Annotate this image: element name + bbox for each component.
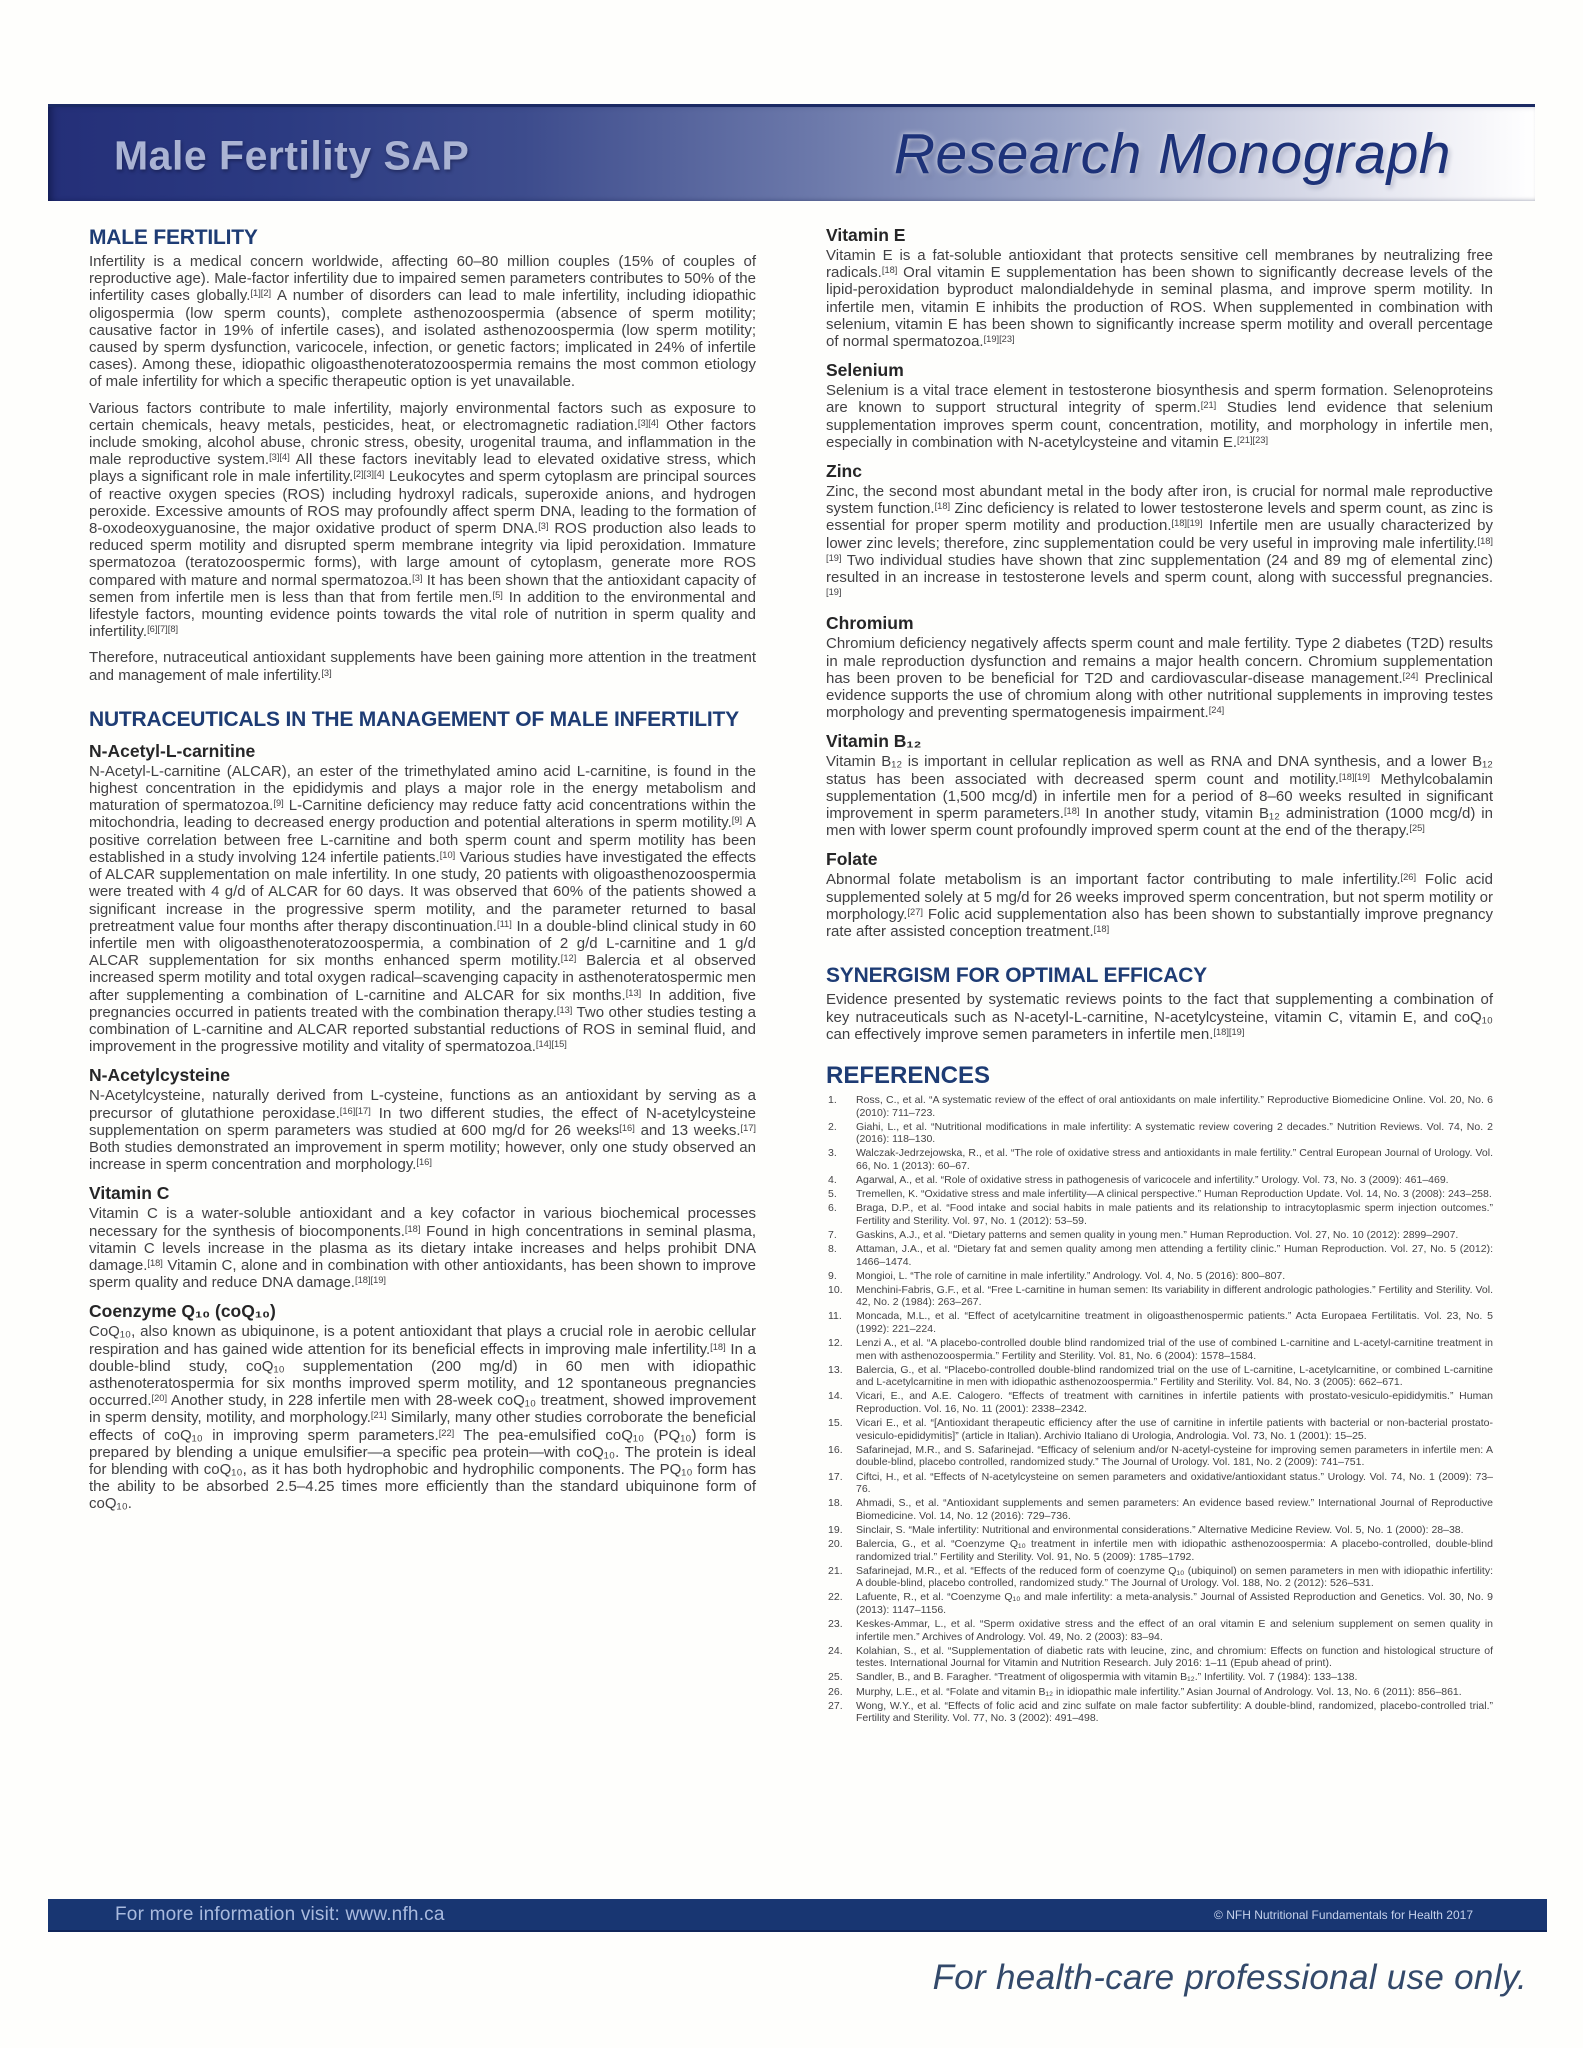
subsection-title-vitamin-e: Vitamin E (826, 225, 906, 245)
subsection-title-folate: Folate (826, 849, 878, 870)
paragraph: Chromium deficiency negatively affects sperm count and male fertility. Type 2 diabetes (T2D) results in male reproduction dysfunction and remains a major health concern. Chromium supplementation has been proven to be beneficial for T2D and cardiovascular-disease management.[24] Preclinical evidence supports the use of chromium along with other nutritional supplements in improving testes morphology and preventing spermatogenesis impairment.[24] (826, 635, 1494, 722)
paragraph: Zinc, the second most abundant metal in the body after iron, is crucial for normal male reproductive system function.[18] Zinc deficiency is related to lower testosterone levels and sperm count, as zinc is essential for proper sperm motility and production.[18][19] Infertile men are usually characterized by lower zinc levels; therefore, zinc supplementation could be very useful in improving male infertility.[18][19] Two individual studies have shown that zinc supplementation (24 and 89 mg of elemental zinc) resulted in an increase in testosterone levels and sperm count, along with successful pregnancies.[19] (826, 483, 1493, 598)
reference-item: Vicari, E., and A.E. Calogero. “Effects of treatment with carnitines in infertile patients with prostato-vesiculo-epididymitis.” Human Reproduction. Vol. 16, No. 11 (2001): 2338–2342. (856, 1390, 1493, 1416)
reference-item: Balercia, G., et al. “Coenzyme Q₁₀ treatment in infertile men with idiopathic asthenozoospermia: A placebo-controlled, double-blind randomized trial.” Fertility and Sterility. Vol. 91, No. 5 (2009): 1785–1792. (856, 1538, 1493, 1563)
tagline: For health-care professional use only. (932, 1958, 1527, 1997)
footer-band (48, 1899, 1547, 1932)
reference-item: Keskes-Ammar, L., et al. “Sperm oxidative stress and the effect of an oral vitamin E and selenium supplement on semen quality in infertile men.” Archives of Andrology. Vol. 49, No. 2 (2003): 83–94. (856, 1618, 1493, 1643)
subsection-title-zinc: Zinc (826, 461, 862, 482)
right-column (826, 226, 1493, 1726)
paragraph: N-Acetyl-L-carnitine (ALCAR), an ester of the trimethylated amino acid L-carnitine, is found in the highest concentration in the epididymis and plays a major role in the energy metabolism and maturation of spermatozoa.[9] L-Carnitine deficiency may reduce fatty acid concentrations within the mitochondria, leading to decreased energy production and potential alterations in sperm motility.[9] A positive correlation between free L-carnitine and both sperm count and sperm motility has been established in a study involving 124 infertile patients.[10] Various studies have investigated the effects of ALCAR supplementation on male infertility. In one study, 20 patients with oligoasthenozoospermia were treated with 4 g/d of ALCAR for 60 days. It was observed that 60% of the patients showed a significant increase in the progressive sperm motility, and the parameter returned to basal pretreatment value four months after therapy discontinuation.[11] In a double-blind clinical study in 60 infertile men with oligoasthenoteratozoospermia, a combination of 2 g/d L-carnitine and 1 g/d ALCAR supplementation for six months enhanced sperm motility.[12] Balercia et al observed increased sperm motility and total oxygen radical–scavenging capacity in asthenoteratospermic men after supplementing a combination of L-carnitine and ALCAR for six months.[13] In addition, five pregnancies occurred in patients treated with the combination therapy.[13] Two other studies testing a combination of L-carnitine and ALCAR reported substantial reductions of ROS in seminal fluid, and improvement in the progressive motility and vitality of spermatozoa.[14][15] (89, 762, 757, 1056)
reference-item: Vicari E., et al. “[Antioxidant therapeutic efficiency after the use of carnitine in infertile patients with bacterial or non-bacterial prostato-vesiculo-epididymitis]” (article in Italian). Archivio Italiano di Urologia, Andrologia. Vol. 73, No. 1 (2001): 15–25. (856, 1417, 1493, 1442)
reference-item: Balercia, G., et al. “Placebo-controlled double-blind randomized trial on the use of L-carnitine, L-acetylcarnitine, or combined L-carnitine and L-acetylcarnitine in men with idiopathic asthenozoospermia.” Fertility and Sterility. Vol. 84, No. 3 (2005): 662–671. (856, 1363, 1493, 1389)
footer-info-url: For more information visit: www.nfh.ca (115, 1903, 445, 1925)
reference-item: Safarinejad, M.R., et al. “Effects of the reduced form of coenzyme Q₁₀ (ubiquinol) on semen parameters in men with idiopathic infertility: A double-blind, placebo controlled, randomized study.” The Journal of Urology. Vol. 188, No. 2 (2012): 526–531. (856, 1564, 1493, 1590)
reference-item: Mongioi, L. “The role of carnitine in male infertility.” Andrology. Vol. 4, No. 5 (2016): 800–807. (856, 1269, 1286, 1282)
reference-item: Attaman, J.A., et al. “Dietary fat and semen quality among men attending a fertility clinic.” Human Reproduction. Vol. 27, No. 5 (2012): 1466–1474. (856, 1242, 1493, 1268)
doc-type-title: Research Monograph (893, 122, 1451, 186)
product-title: Male Fertility SAP (114, 132, 470, 179)
paragraph: Abnormal folate metabolism is an important factor contributing to male infertility.[26] Folic acid supplemented solely at 5 mg/d for 26 weeks improved sperm concentration, but not sperm motility or morphology.[27] Folic acid supplementation also has been shown to substantially improve pregnancy rate after assisted conception treatment.[18] (826, 871, 1493, 941)
reference-item: Agarwal, A., et al. “Role of oxidative stress in pathogenesis of varicocele and infertility.” Urology. Vol. 73, No. 3 (2009): 461–469. (856, 1173, 1449, 1186)
subsection-title-chromium: Chromium (826, 613, 914, 634)
reference-item: Moncada, M.L., et al. “Effect of acetylcarnitine treatment in oligoasthenospermic patients.” Acta Europaea Fertilitatis. Vol. 23, No. 5 (1992): 221–224. (856, 1310, 1493, 1335)
reference-item: Tremellen, K. “Oxidative stress and male infertility—A clinical perspective.” Human Reproduction Update. Vol. 14, No. 3 (2008): 243–258. (856, 1188, 1492, 1201)
section-heading-references: REFERENCES (826, 1061, 991, 1089)
reference-item: Murphy, L.E., et al. “Folate and vitamin B₁₂ in idiopathic male infertility.” Asian Journal of Andrology. Vol. 13, No. 6 (2011): 856–861. (856, 1685, 1462, 1698)
paragraph: Therefore, nutraceutical antioxidant supplements have been gaining more attention in the treatment and management of male infertility.[3] (89, 649, 756, 684)
section-heading-synergism: SYNERGISM FOR OPTIMAL EFFICACY (826, 964, 1207, 988)
content-columns (89, 226, 1493, 1726)
subsection-title-vitamin-c: Vitamin C (89, 1183, 170, 1204)
reference-item: Gaskins, A.J., et al. “Dietary patterns and semen quality in young men.” Human Reproduction. Vol. 27, No. 10 (2012): 2899–2907. (856, 1228, 1459, 1241)
reference-item: Menchini-Fabris, G.F., et al. “Free L-carnitine in human semen: Its variability in different andrologic pathologies.” Fertility and Sterility. Vol. 42, No. 2 (1984): 263–267. (856, 1283, 1493, 1309)
section-heading-nutraceuticals: NUTRACEUTICALS IN THE MANAGEMENT OF MALE INFERTILITY (89, 707, 739, 731)
reference-item: Lenzi A., et al. “A placebo-controlled double blind randomized trial of the use of combined L-carnitine and L-acetyl-carnitine treatment in men with asthenozoospermia.” Fertility and Sterility. Vol. 81, No. 6 (2004): 1578–1584. (856, 1337, 1493, 1362)
footer-copyright: © NFH Nutritional Fundamentals for Health 2017 (1214, 1907, 1473, 1922)
subsection-title-selenium: Selenium (826, 360, 904, 381)
paragraph: Various factors contribute to male infertility, majorly environmental factors such as exposure to certain chemicals, heavy metals, pesticides, heat, or electromagnetic radiation.[3][4] Other factors include smoking, alcohol abuse, chronic stress, obesity, urogenital trauma, and inflammation in the male reproductive system.[3][4] All these factors inevitably lead to elevated oxidative stress, which plays a significant role in male infertility.[2][3][4] Leukocytes and sperm cytoplasm are principal sources of reactive oxygen species (ROS) including hydroxyl radicals, superoxide anions, and hydrogen peroxide. Excessive amounts of ROS may profoundly affect sperm DNA, leading to the formation of 8-oxodeoxyguanosine, the major oxidative product of sperm DNA.[3] ROS production also leads to reduced sperm motility and disrupted sperm membrane integrity via lipid peroxidation. Immature spermatozoa (teratozoospermic forms), with large amount of cytoplasm, generate more ROS compared with mature and normal spermatozoa.[3] It has been shown that the antioxidant capacity of semen from infertile men is less than that from fertile men.[5] In addition to the environmental and lifestyle factors, mounting evidence points towards the vital role of nutrition in sperm quality and infertility.[6][7][8] (89, 399, 757, 641)
paragraph: Infertility is a medical concern worldwide, affecting 60–80 million couples (15% of couples of reproductive age). Male-factor infertility due to impaired semen parameters contributes to 50% of the infertility cases globally.[1][2] A number of disorders can lead to male infertility, including idiopathic oligospermia (low sperm counts), complete asthenozoospermia (absence of sperm motility; causative factor in 19% of infertile cases), and isolated asthenozoospermia (low sperm motility; caused by sperm dysfunction, varicocele, infection, or genetic factors; implicated in 24% of infertile cases). Among these, idiopathic oligoasthenoteratozoospermia remains the most common etiology of male infertility for which a specific therapeutic option is yet unavailable. (89, 253, 756, 391)
paragraph: Vitamin E is a fat-soluble antioxidant that protects sensitive cell membranes by neutralizing free radicals.[18] Oral vitamin E supplementation has been shown to significantly decrease levels of the lipid-peroxidation byproduct malondialdehyde in seminal plasma, and improve sperm motility. In infertile men, vitamin E inhibits the production of ROS. When supplemented in combination with selenium, vitamin E has been shown to significantly increase sperm motility and overall percentage of normal spermatozoa.[19][23] (826, 247, 1493, 351)
reference-item: Walczak-Jedrzejowska, R., et al. “The role of oxidative stress and antioxidants in male fertility.” Central European Journal of Urology. Vol. 66, No. 1 (2013): 60–67. (856, 1147, 1493, 1172)
subsection-title-coq10: Coenzyme Q₁₀ (coQ₁₀) (89, 1301, 276, 1322)
paragraph: Vitamin C is a water-soluble antioxidant and a key cofactor in various biochemical processes necessary for the synthesis of biocomponents.[18] Found in high concentrations in seminal plasma, vitamin C levels increase in the plasma as its dietary intake increases and helps prohibit DNA damage.[18] Vitamin C, alone and in combination with other antioxidants, has been shown to improve sperm quality and reduce DNA damage.[18][19] (89, 1205, 756, 1292)
paragraph: N-Acetylcysteine, naturally derived from L-cysteine, functions as an antioxidant by serving as a precursor of glutathione peroxidase.[16][17] In two different studies, the effect of N-acetylcysteine supplementation on sperm parameters was studied at 600 mg/d for 26 weeks[16] and 13 weeks.[17] Both studies demonstrated an improvement in sperm motility; however, only one study observed an increase in sperm concentration and morphology.[16] (89, 1087, 757, 1174)
paragraph: Vitamin B₁₂ is important in cellular replication as well as RNA and DNA synthesis, and a lower B₁₂ status has been associated with decreased sperm count and motility.[18][19] Methylcobalamin supplementation (1,500 mcg/d) in infertile men for a period of 8–60 weeks resulted in significant improvement in sperm parameters.[18] In another study, vitamin B₁₂ administration (1000 mcg/d) in men with lower sperm count profoundly improved sperm count at the end of the therapy.[25] (826, 753, 1493, 840)
subsection-title-nac: N-Acetylcysteine (89, 1065, 231, 1086)
paragraph: CoQ₁₀, also known as ubiquinone, is a potent antioxidant that plays a crucial role in aerobic cellular respiration and has gained wide attention for its beneficial effects in improving male infertility.[18] In a double-blind study, coQ₁₀ supplementation (200 mg/d) in 60 men with idiopathic asthenoteratospermia for six months improved sperm motility, and 12 spontaneous pregnancies occurred.[20] Another study, in 228 infertile men with 28-week coQ₁₀ treatment, showed improvement in sperm density, motility, and morphology.[21] Similarly, many other studies corroborate the beneficial effects of coQ₁₀ in improving sperm parameters.[22] The pea-emulsified coQ₁₀ (PQ₁₀) form is prepared by blending a unique emulsifier—a specific pea protein—with coQ₁₀. The protein is ideal for blending with coQ₁₀, as it has both hydrophobic and hydrophilic components. The PQ₁₀ form has the ability to be absorbed 2.5–4.25 times more efficiently than the standard ubiquinone form of coQ₁₀. (89, 1323, 757, 1513)
reference-list (826, 1094, 1493, 1725)
reference-item: Sinclair, S. “Male infertility: Nutritional and environmental considerations.” Alternative Medicine Review. Vol. 5, No. 1 (2000): 28–38. (856, 1523, 1464, 1536)
reference-item: Giahi, L., et al. “Nutritional modifications in male infertility: A systematic review covering 2 decades.” Nutrition Reviews. Vol. 74, No. 2 (2016): 118–130. (856, 1120, 1493, 1146)
reference-item: Sandler, B., and B. Faragher. “Treatment of oligospermia with vitamin B₁₂.” Infertility. Vol. 7 (1984): 133–138. (856, 1671, 1358, 1684)
reference-item: Safarinejad, M.R., and S. Safarinejad. “Efficacy of selenium and/or N-acetyl-cysteine for improving semen parameters in infertile men: A double-blind, placebo controlled, randomized study.” The Journal of Urology. Vol. 181, No. 2 (2009): 741–751. (856, 1443, 1493, 1469)
paragraph: Selenium is a vital trace element in testosterone biosynthesis and sperm formation. Selenoproteins are known to support structural integrity of sperm.[21] Studies lend evidence that selenium supplementation improves sperm count, concentration, motility, and morphology in infertile men, especially in combination with N-acetylcysteine and vitamin E.[21][23] (826, 382, 1494, 451)
subsection-title-alcar: N-Acetyl-L-carnitine (89, 740, 256, 761)
header-band (48, 104, 1535, 201)
section-heading-male-fertility: MALE FERTILITY (89, 226, 258, 249)
subsection-title-vitamin-b12: Vitamin B₁₂ (826, 731, 922, 752)
reference-item: Ciftci, H., et al. “Effects of N-acetylcysteine on semen parameters and oxidative/antioxidant status.” Urology. Vol. 74, No. 1 (2009): 73–76. (856, 1470, 1493, 1496)
paragraph: Evidence presented by systematic reviews points to the fact that supplementing a combination of key nutraceuticals such as N-acetyl-L-carnitine, N-acetylcysteine, vitamin C, vitamin E, and coQ₁₀ can effectively improve semen parameters in infertile men.[18][19] (826, 991, 1493, 1043)
reference-item: Ahmadi, S., et al. “Antioxidant supplements and semen parameters: An evidence based review.” International Journal of Reproductive Biomedicine. Vol. 14, No. 12 (2016): 729–736. (856, 1497, 1493, 1522)
reference-item: Braga, D.P., et al. “Food intake and social habits in male patients and its relationship to intracytoplasmic sperm injection outcomes.” Fertility and Sterility. Vol. 97, No. 1 (2012): 53–59. (856, 1202, 1493, 1227)
reference-item: Ross, C., et al. “A systematic review of the effect of oral antioxidants on male infertility.” Reproductive Biomedicine Online. Vol. 20, No. 6 (2010): 711–723. (856, 1093, 1493, 1119)
reference-item: Lafuente, R., et al. “Coenzyme Q₁₀ and male infertility: a meta-analysis.” Journal of Assisted Reproduction and Genetics. Vol. 30, No. 9 (2013): 1147–1156. (856, 1591, 1493, 1616)
reference-item: Kolahian, S., et al. “Supplementation of diabetic rats with leucine, zinc, and chromium: Effects on function and histological structure of testes. International Journal for Vitamin and Nutrition Research. July 2016: 1–11 (Epub ahead of print). (856, 1644, 1493, 1670)
left-column (89, 226, 756, 1726)
reference-item: Wong, W.Y., et al. “Effects of folic acid and zinc sulfate on male factor subfertility: A double-blind, randomized, placebo-controlled trial.” Fertility and Sterility. Vol. 77, No. 3 (2002): 491–498. (856, 1699, 1493, 1725)
